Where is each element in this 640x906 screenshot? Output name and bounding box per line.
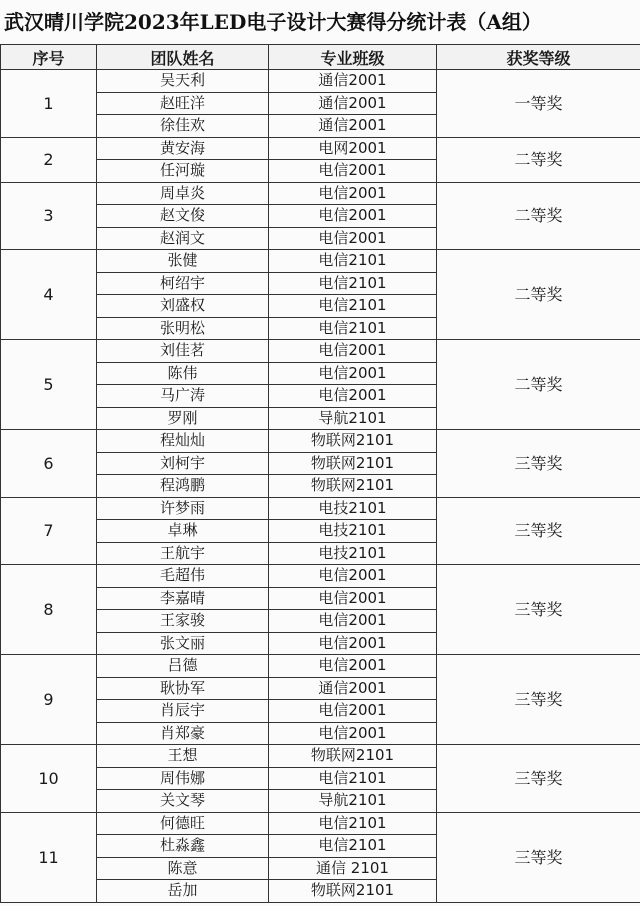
member-name: 杜淼鑫	[97, 835, 269, 858]
member-class: 电技2101	[269, 542, 437, 565]
member-class: 电信2001	[269, 565, 437, 588]
member-name: 周伟娜	[97, 767, 269, 790]
member-class: 电信2001	[269, 632, 437, 655]
member-name: 耿协军	[97, 677, 269, 700]
team-number: 5	[1, 340, 97, 430]
table-row	[1, 137, 640, 160]
team-number: 7	[1, 497, 97, 565]
team-number: 2	[1, 137, 97, 182]
header-index: 序号	[1, 45, 97, 70]
member-name: 王航宇	[97, 542, 269, 565]
header-major-class: 专业班级	[269, 45, 437, 70]
member-name: 赵文俊	[97, 205, 269, 228]
member-name: 李嘉晴	[97, 587, 269, 610]
member-class: 通信2001	[269, 70, 437, 93]
member-name: 赵润文	[97, 227, 269, 250]
member-class: 电信2001	[269, 700, 437, 723]
member-name: 黄安海	[97, 137, 269, 160]
team-number: 1	[1, 70, 97, 138]
team-number: 4	[1, 250, 97, 340]
member-class: 电信2001	[269, 340, 437, 363]
member-name: 岳加	[97, 880, 269, 903]
member-name: 吕德	[97, 655, 269, 678]
header-award-level: 获奖等级	[437, 45, 640, 70]
member-name: 张健	[97, 250, 269, 273]
member-name: 赵旺洋	[97, 92, 269, 115]
member-name: 许梦雨	[97, 497, 269, 520]
table-row	[1, 812, 640, 835]
member-class: 物联网2101	[269, 475, 437, 498]
member-name: 程鸿鹏	[97, 475, 269, 498]
member-name: 王家骏	[97, 610, 269, 633]
table-row	[1, 655, 640, 678]
member-class: 电信2001	[269, 610, 437, 633]
table-row	[1, 565, 640, 588]
team-number: 8	[1, 565, 97, 655]
team-number: 11	[1, 812, 97, 902]
member-name: 任河璇	[97, 160, 269, 183]
member-class: 物联网2101	[269, 880, 437, 903]
member-name: 吴天利	[97, 70, 269, 93]
member-class: 电信2101	[269, 767, 437, 790]
award-level: 二等奖	[437, 137, 640, 182]
member-class: 物联网2101	[269, 745, 437, 768]
member-name: 张文丽	[97, 632, 269, 655]
member-class: 电信2101	[269, 317, 437, 340]
member-name: 毛超伟	[97, 565, 269, 588]
member-class: 电网2001	[269, 137, 437, 160]
member-name: 周卓炎	[97, 182, 269, 205]
member-name: 陈伟	[97, 362, 269, 385]
member-class: 电信2001	[269, 722, 437, 745]
award-level: 二等奖	[437, 182, 640, 250]
member-name: 卓琳	[97, 520, 269, 543]
member-class: 通信2001	[269, 115, 437, 138]
member-name: 徐佳欢	[97, 115, 269, 138]
member-class: 导航2101	[269, 407, 437, 430]
sheet-title: 武汉晴川学院2023年LED电子设计大赛得分统计表（A组）	[4, 10, 542, 34]
team-number: 3	[1, 182, 97, 250]
header-team-names: 团队姓名	[97, 45, 269, 70]
award-level: 三等奖	[437, 430, 640, 498]
results-table	[0, 44, 640, 903]
member-class: 电信2101	[269, 812, 437, 835]
member-name: 马广涛	[97, 385, 269, 408]
member-class: 电信2101	[269, 272, 437, 295]
award-level: 一等奖	[437, 70, 640, 138]
member-name: 程灿灿	[97, 430, 269, 453]
team-number: 9	[1, 655, 97, 745]
table-row	[1, 70, 640, 93]
award-level: 三等奖	[437, 655, 640, 745]
member-class: 电信2001	[269, 160, 437, 183]
table-row	[1, 250, 640, 273]
table-row	[1, 745, 640, 768]
team-number: 6	[1, 430, 97, 498]
member-class: 电信2001	[269, 587, 437, 610]
member-name: 王想	[97, 745, 269, 768]
member-name: 罗刚	[97, 407, 269, 430]
member-name: 刘盛权	[97, 295, 269, 318]
member-class: 电信2001	[269, 655, 437, 678]
award-level: 三等奖	[437, 745, 640, 813]
table-row	[1, 497, 640, 520]
team-number: 10	[1, 745, 97, 813]
award-level: 三等奖	[437, 812, 640, 902]
member-class: 电信2001	[269, 182, 437, 205]
header-row	[1, 45, 640, 70]
award-level: 三等奖	[437, 565, 640, 655]
award-level: 二等奖	[437, 250, 640, 340]
member-class: 电技2101	[269, 497, 437, 520]
member-name: 肖郑豪	[97, 722, 269, 745]
member-class: 通信2001	[269, 677, 437, 700]
member-name: 肖辰宇	[97, 700, 269, 723]
member-class: 通信2001	[269, 92, 437, 115]
award-level: 三等奖	[437, 497, 640, 565]
member-name: 柯绍宇	[97, 272, 269, 295]
member-class: 电信2001	[269, 205, 437, 228]
member-name: 刘柯宇	[97, 452, 269, 475]
member-class: 电技2101	[269, 520, 437, 543]
table-row	[1, 340, 640, 363]
member-name: 陈意	[97, 857, 269, 880]
member-class: 电信2001	[269, 385, 437, 408]
member-name: 刘佳茗	[97, 340, 269, 363]
award-level: 二等奖	[437, 340, 640, 430]
member-class: 电信2101	[269, 835, 437, 858]
table-row	[1, 182, 640, 205]
member-class: 电信2101	[269, 295, 437, 318]
member-class: 电信2001	[269, 362, 437, 385]
member-name: 关文琴	[97, 790, 269, 813]
member-class: 通信 2101	[269, 857, 437, 880]
table-row	[1, 430, 640, 453]
member-class: 导航2101	[269, 790, 437, 813]
member-class: 物联网2101	[269, 452, 437, 475]
member-class: 物联网2101	[269, 430, 437, 453]
results-body	[1, 70, 640, 903]
member-name: 何德旺	[97, 812, 269, 835]
member-class: 电信2001	[269, 227, 437, 250]
member-class: 电信2101	[269, 250, 437, 273]
member-name: 张明松	[97, 317, 269, 340]
